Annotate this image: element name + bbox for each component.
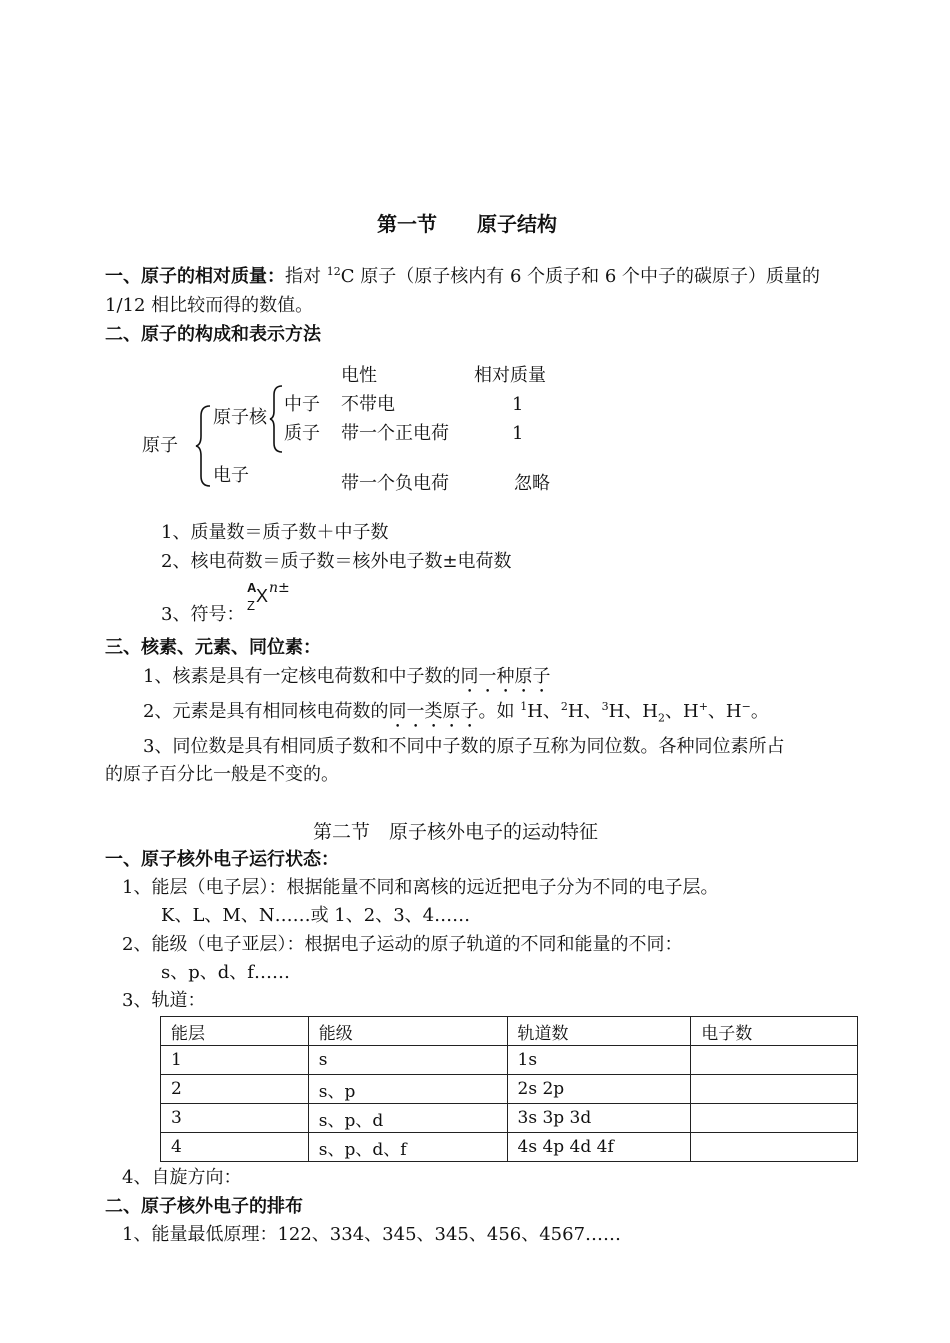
element-x: X [256,586,269,606]
superscript-12: 12 [326,265,341,278]
table-cell: s、p、d [308,1104,507,1133]
superscript: 1 [520,700,528,713]
orbital-table [160,1016,858,1162]
section2-title: 第二节 原子核外电子的运动特征 [313,821,599,843]
isotope-definition-line1: 3、同位数是具有相同质子数和不同中子数的原子互称为同位数。各种同位素所占 [143,736,785,757]
section1-title: 第一节 原子结构 [377,212,557,236]
heading-electron-state: 一、原子核外电子运行状态： [105,849,339,870]
text: H、 [527,701,561,722]
text: 。如 [478,701,521,722]
text: 、H [707,701,742,722]
table-cell: 2s 2p [507,1075,691,1104]
table-header-cell: 能级 [308,1017,507,1046]
heading-relative-mass: 一、原子的相对质量： [105,266,285,287]
neutron-label: 中子 [284,394,320,415]
orbital-item: 3、轨道： [122,990,206,1011]
proton-label: 质子 [284,423,320,444]
neutron-charge: 不带电 [341,394,395,415]
table-cell: 1s [507,1046,691,1075]
element-definition [143,699,769,732]
column-mass-label: 相对质量 [474,365,546,386]
superscript: 2 [560,700,568,713]
table-row [161,1075,858,1104]
energy-shell-list: K、L、M、N……或 1、2、3、4…… [161,905,471,926]
heading-electron-arrangement: 二、原子核外电子的排布 [105,1196,303,1217]
table-cell: 4s 4p 4d 4f [507,1133,691,1162]
relative-mass-paragraph [105,264,820,290]
electron-mass: 忽略 [514,473,550,494]
text: 1、核素是具有一定核电荷数和中子数的 [143,666,461,687]
table-row [161,1046,858,1075]
table-row [161,1104,858,1133]
text: 。 [750,701,769,722]
nucleus-label: 原子核 [213,407,267,428]
table-cell: 4 [161,1133,309,1162]
rule-symbol-label: 3、符号： [161,604,245,625]
table-cell: s、p、d、f [308,1133,507,1162]
emphasized-text: 同一种原子 [460,666,551,687]
atom-label: 原子 [142,435,178,456]
atom-brace [194,404,214,488]
table-cell [691,1104,858,1133]
text: 、H [665,701,699,722]
text: 2、元素是具有相同核电荷数的 [143,701,389,722]
table-header-cell: 电子数 [691,1017,858,1046]
heading-nuclide: 三、核素、元素、同位素： [105,637,321,658]
rule-mass-number: 1、质量数＝质子数＋中子数 [161,522,389,543]
table-cell: 1 [161,1046,309,1075]
nuclide-definition [143,664,550,697]
table-cell: s [308,1046,507,1075]
superscript: + [698,700,708,713]
energy-level-list: s、p、d、f…… [161,962,290,983]
spin-direction-item: 4、自旋方向： [122,1167,242,1188]
table-cell: 2 [161,1075,309,1104]
electron-charge: 带一个负电荷 [341,473,449,494]
table-cell: 3s 3p 3d [507,1104,691,1133]
column-charge-label: 电性 [341,365,377,386]
table-row [161,1133,858,1162]
energy-level-item: 2、能级（电子亚层）：根据电子运动的原子轨道的不同和能量的不同： [122,934,683,955]
table-cell: s、p [308,1075,507,1104]
table-header-cell: 轨道数 [507,1017,691,1046]
table-header-cell: 能层 [161,1017,309,1046]
heading-atom-composition: 二、原子的构成和表示方法 [105,324,321,345]
emphasized-text: 同一类原子 [388,701,479,722]
rule-nuclear-charge: 2、核电荷数＝质子数＝核外电子数±电荷数 [161,551,512,572]
relative-mass-line2: 1/12 相比较而得的数值。 [105,295,314,316]
superscript: − [741,700,751,713]
aufbau-principle-item: 1、能量最低原理：122、334、345、345、456、4567…… [122,1224,622,1245]
table-cell [691,1133,858,1162]
text: H、 [567,701,602,722]
subscript: 2 [658,711,665,725]
table-cell [691,1046,858,1075]
mass-number-a: A [247,580,257,595]
text: H、H [608,701,658,722]
proton-mass: 1 [512,423,524,444]
charge-n: n± [269,580,290,596]
neutron-mass: 1 [512,394,524,415]
text: C 原子（原子核内有 6 个质子和 6 个中子的碳原子）质量的 [340,266,821,287]
isotope-definition-line2: 的原子百分比一般是不变的。 [105,764,339,785]
text: 指对 [285,266,327,287]
superscript: 3 [601,700,609,713]
table-header-row [161,1017,858,1046]
energy-shell-item: 1、能层（电子层）：根据能量不同和离核的远近把电子分为不同的电子层。 [122,877,719,898]
proton-charge: 带一个正电荷 [341,423,449,444]
table-cell: 3 [161,1104,309,1133]
electron-label: 电子 [213,465,249,486]
table-cell [691,1075,858,1104]
atomic-number-z: Z [247,598,255,613]
